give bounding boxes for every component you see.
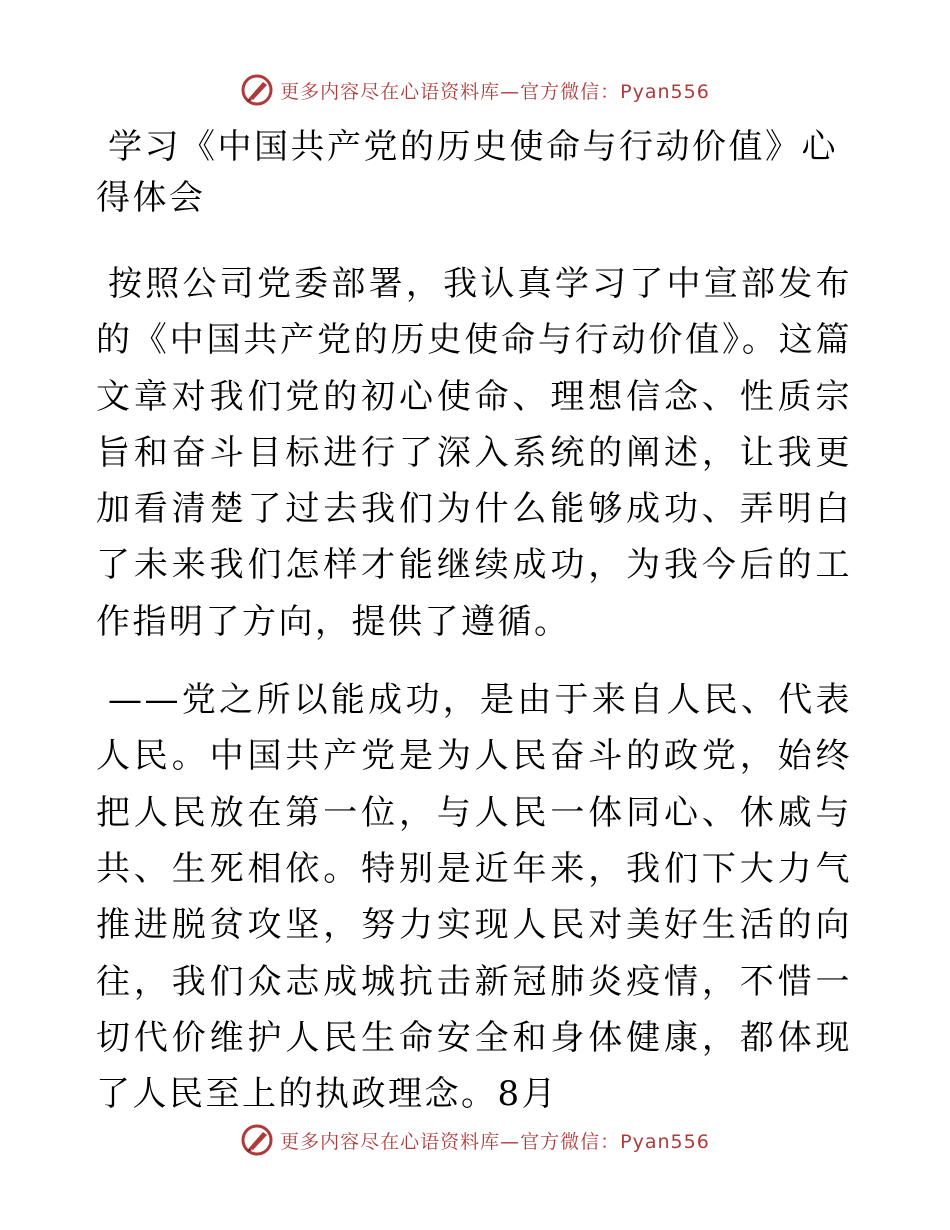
- paragraph: ——党之所以能成功，是由于来自人民、代表人民。中国共产党是为人民奋斗的政党，始终把人民放在第一位，与人民一体同心、休戚与共、生死相依。特别是近年来，我们下大力气推进脱贫攻坚，努力实现人民对美好生活的向往，我们众志成城抗击新冠肺炎疫情，不惜一切代价维护人民生命安全和身体健康，都体现了人民至上的执政理念。8月: [96, 680, 852, 1115]
- header-watermark: [0, 70, 950, 110]
- watermark-text: 更多内容尽在心语资料库—官方微信：Pyan556: [280, 80, 710, 103]
- document-title: 学习《中国共产党的历史使命与行动价值》心得体会: [96, 127, 838, 218]
- pen-logo-icon: [240, 73, 274, 107]
- footer-watermark: [0, 1120, 950, 1160]
- watermark-text: 更多内容尽在心语资料库—官方微信：Pyan556: [280, 1130, 710, 1153]
- pen-logo-icon: [240, 1123, 274, 1157]
- document-body: [96, 122, 852, 1122]
- paragraph: 按照公司党委部署，我认真学习了中宣部发布的《中国共产党的历史使命与行动价值》。这篇文章对我们党的初心使命、理想信念、性质宗旨和奋斗目标进行了深入系统的阐述，让我更加看清楚了过去我们为什么能够成功、弄明白了未来我们怎样才能继续成功，为我今后的工作指明了方向，提供了遵循。: [96, 264, 852, 642]
